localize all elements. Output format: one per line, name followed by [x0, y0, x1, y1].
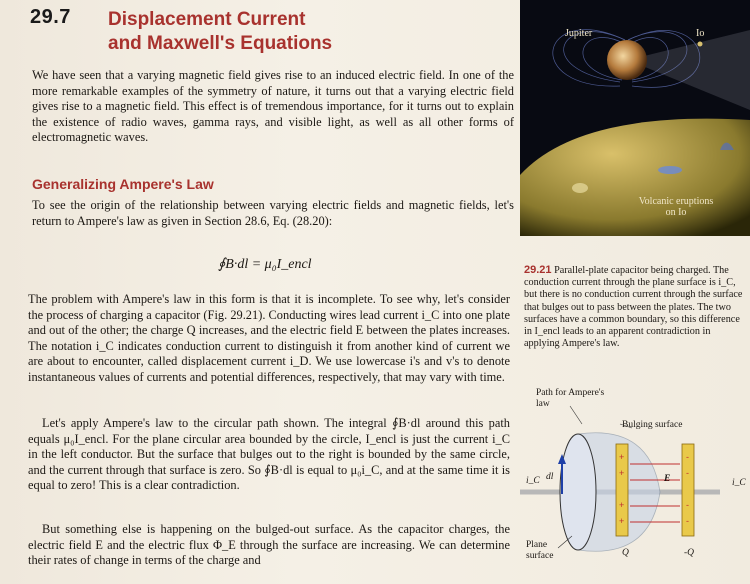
bulged-paragraph: But something else is happening on the bulged-out surface. As the capacitor charges, the electric field E and the electric flux Φ_E through the surface are increasing. We can determine their rates of change in terms of the charge and — [28, 522, 510, 568]
svg-text:+: + — [619, 500, 625, 510]
label-path: Path for Ampere's law — [536, 388, 605, 409]
plane-surface — [560, 434, 596, 550]
label-io: Io — [696, 28, 705, 39]
label-E: E — [664, 474, 671, 484]
volcanic-plume — [658, 166, 682, 174]
svg-text:-: - — [686, 500, 689, 510]
svg-text:-: - — [686, 468, 689, 478]
svg-text:+: + — [619, 452, 625, 462]
intro-paragraph: We have seen that a varying magnetic field gives rise to an induced electric field. In one of the more remarkable examples of the symmetry of nature, it turns out that a varying electric field gives rise to a magnetic field. This effect is of tremendous importance, for it turns out to explain the existence of radio waves, gamma rays, and visible light, as well as all other forms of electromagnetic waves. — [32, 68, 514, 145]
svg-text:-: - — [686, 452, 689, 462]
label-bulging: Bulging surface — [622, 420, 683, 430]
figure-caption — [524, 264, 744, 350]
svg-text:+: + — [619, 468, 625, 478]
problem-paragraph: The problem with Ampere's law in this form is that it is incomplete. To see why, let's consider the process of charging a capacitor (Fig. 29.21). Conducting wires lead current i_C into one plate and out of the other; the charge Q increases, and the electric field E between the plates increases. The notation i_C indicates conduction current to distinguish it from another kind of current we are about to encounter, called displacement current i_D. We use lowercase i's and v's to denote instantaneous values of currents and potential differences, respectively, that may vary with time. — [28, 292, 510, 384]
section-title-line2: and Maxwell's Equations — [108, 33, 333, 54]
svg-text:-: - — [686, 516, 689, 526]
apply-paragraph: Let's apply Ampere's law to the circular path shown. The integral ∮B·dl around this path equals μ₀I_encl. For the plane circular area bounded by the circle, I_encl is just the current i_C in the left conductor. But the surface that bulges out to the right is bounded by the same circle, and the current through that surface is zero. So ∮B·dl is equal to μ₀i_C, and at the same time it is equal to zero! This is a clear contradiction. — [28, 416, 510, 493]
label-ic-right: i_C — [732, 478, 746, 488]
label-dl: dl — [546, 472, 554, 482]
label-ic-left: i_C — [526, 476, 540, 486]
jupiter-planet — [607, 40, 647, 80]
section-number: 29.7 — [30, 6, 71, 28]
svg-text:+: + — [619, 516, 625, 526]
label-volcanic-eruptions: Volcanic eruptions on Io — [638, 196, 714, 218]
caption-number: 29.21 — [524, 264, 552, 276]
subsection-title: Generalizing Ampere's Law — [32, 176, 214, 192]
label-plane: Plane surface — [526, 540, 554, 561]
label-jupiter: Jupiter — [565, 28, 593, 39]
label-Q: Q — [622, 548, 629, 558]
io-moon-small — [698, 42, 703, 47]
caption-text: Parallel-plate capacitor being charged. The conduction current through the plane surface is i_C, but there is no conduction current through the surface that bulges out to pass between the plates. The two surfaces have a common boundary, so this difference in I_encl leads to an apparent contradiction in applying Ampere's law. — [524, 265, 743, 350]
label-negQ: -Q — [684, 548, 695, 558]
ampere-equation: ∮B·dl = μ₀I_encl — [218, 257, 312, 272]
section-title-line1: Displacement Current — [108, 9, 306, 30]
section-title — [108, 8, 332, 56]
subsection-paragraph: To see the origin of the relationship between varying electric fields and magnetic fields, let's return to Ampere's law as given in Section 28.6, Eq. (28.20): — [32, 198, 514, 228]
